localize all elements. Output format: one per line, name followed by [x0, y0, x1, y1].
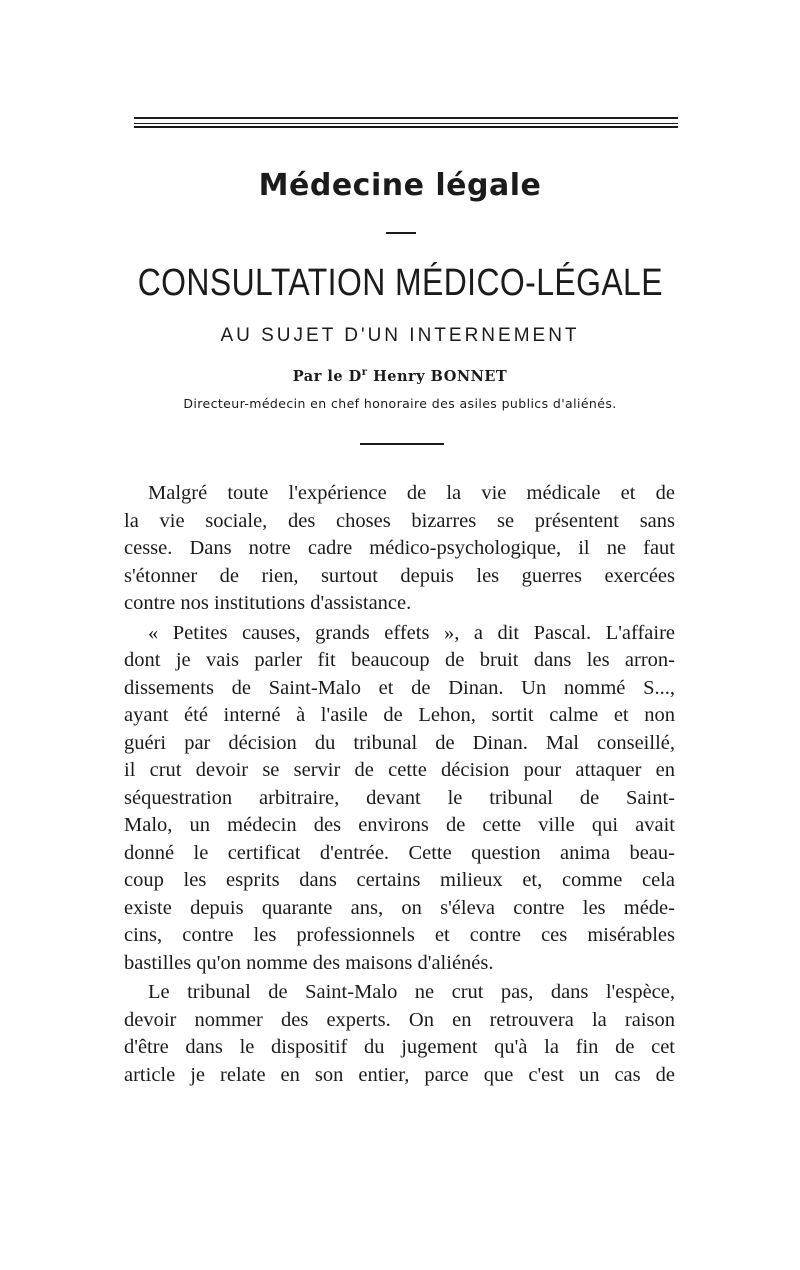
text-line: cins, contre les professionnels et contre ces misérables [124, 924, 675, 946]
text-line: existe depuis quarante ans, on s'éleva contre les méde- [124, 896, 675, 919]
text-line: séquestration arbitraire, devant le tribunal de Saint- [124, 786, 675, 809]
text-line: « Petites causes, grands effets », a dit Pascal. L'affaire [148, 621, 675, 644]
text-line: s'étonner de rien, surtout depuis les guerres exercées [124, 564, 675, 587]
text-line: dissements de Saint-Malo et de Dinan. Un nommé S..., [124, 676, 675, 699]
text-line: contre nos institutions d'assistance. [124, 592, 412, 614]
author-name: Henry BONNET [373, 367, 508, 385]
text-line: donné le certificat d'entrée. Cette question anima beau- [124, 841, 675, 864]
header-rule [134, 123, 678, 124]
article-body [124, 480, 675, 1089]
text-line: dont je vais parler fit beaucoup de bruit dans les arron- [124, 649, 675, 671]
section-divider [360, 443, 444, 445]
article-title: CONSULTATION MÉDICO-LÉGALE [137, 262, 663, 304]
header-rule [134, 117, 678, 119]
author-line [0, 367, 800, 385]
text-line: la vie sociale, des choses bizarres se présentent sans [124, 509, 675, 532]
text-line: Malgré toute l'expérience de la vie médicale et de [148, 482, 675, 504]
text-line: guéri par décision du tribunal de Dinan. Mal conseillé, [124, 731, 675, 754]
text-line: d'être dans le dispositif du jugement qu'à la fin de cet [124, 1036, 675, 1058]
section-title: Médecine légale [258, 168, 542, 203]
title-divider [386, 232, 416, 234]
author-title-sup: r [361, 367, 368, 378]
header-rule [134, 126, 678, 128]
text-line: bastilles qu'on nomme des maisons d'aliénés. [124, 951, 494, 974]
text-line: Le tribunal de Saint-Malo ne crut pas, dans l'espèce, [148, 981, 675, 1003]
text-line: article je relate en son entier, parce que c'est un cas de [124, 1063, 675, 1086]
author-prefix: Par le D [292, 367, 362, 385]
text-line: Malo, un médecin des environs de cette ville qui avait [124, 814, 675, 836]
article-subtitle: AU SUJET D'UN INTERNEMENT [220, 325, 580, 346]
text-line: cesse. Dans notre cadre médico-psychologique, il ne faut [124, 537, 675, 559]
text-line: devoir nommer des experts. On en retrouvera la raison [124, 1008, 675, 1031]
text-line: coup les esprits dans certains milieux et, comme cela [124, 869, 675, 891]
text-line: il crut devoir se servir de cette décision pour attaquer en [124, 759, 675, 781]
author-affiliation: Directeur-médecin en chef honoraire des asiles publics d'aliénés. [183, 396, 617, 411]
text-line: ayant été interné à l'asile de Lehon, sortit calme et non [124, 704, 675, 726]
